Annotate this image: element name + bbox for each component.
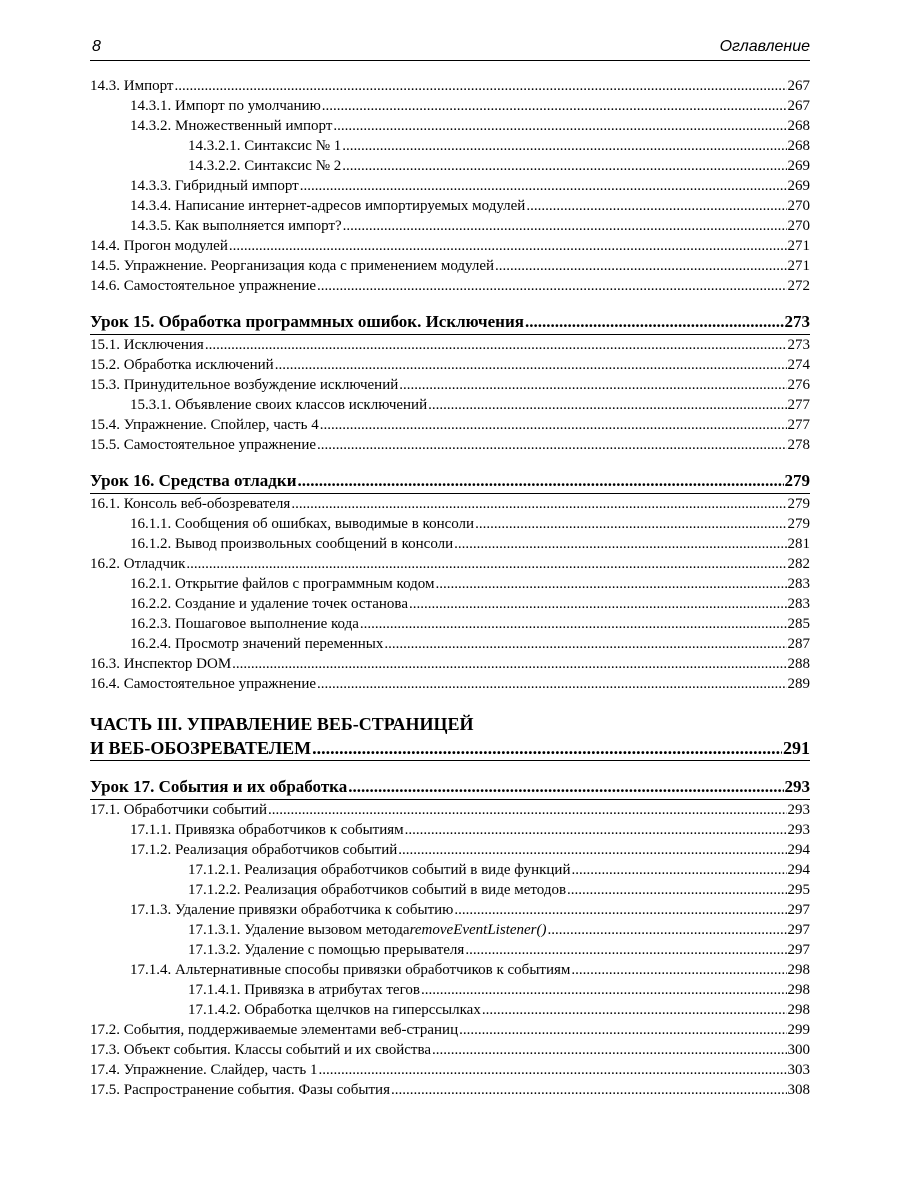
toc-page-number: 273 — [787, 337, 810, 353]
toc-entry-title: 17.1.4. Альтернативные способы привязки обработчиков к событиям — [130, 962, 571, 978]
toc-page-number: 271 — [787, 238, 810, 254]
toc-page-number: 291 — [783, 738, 810, 758]
toc-entry[interactable] — [90, 634, 810, 654]
toc-leader-dots — [398, 840, 786, 860]
toc-entry[interactable] — [90, 574, 810, 594]
toc-page-number: 299 — [787, 1022, 810, 1038]
toc-lesson-title: Урок 15. Обработка программных ошибок. Исключения — [90, 312, 524, 331]
toc-lesson-17[interactable] — [90, 775, 810, 800]
toc-leader-dots — [409, 594, 787, 614]
toc-entry-title: 14.3.4. Написание интернет-адресов импортируемых модулей — [130, 198, 526, 214]
toc-entry[interactable] — [90, 820, 810, 840]
toc-leader-dots — [322, 96, 787, 116]
toc-page-number: 297 — [787, 902, 810, 918]
toc-page-number: 298 — [787, 982, 810, 998]
toc-entry[interactable] — [90, 1060, 810, 1080]
toc-page-number: 279 — [787, 496, 810, 512]
toc-section-14 — [90, 76, 810, 296]
toc-page-number: 268 — [787, 138, 810, 154]
toc-entry[interactable] — [90, 1020, 810, 1040]
toc-entry[interactable] — [90, 355, 810, 375]
toc-entry[interactable] — [90, 156, 810, 176]
toc-entry-title: 14.3.1. Импорт по умолчанию — [130, 98, 321, 114]
toc-leader-dots — [317, 435, 786, 455]
toc-leader-dots — [317, 674, 786, 694]
toc-entry[interactable] — [90, 534, 810, 554]
toc-page-number: 293 — [787, 802, 810, 818]
toc-entry[interactable] — [90, 840, 810, 860]
toc-page-number: 303 — [787, 1062, 810, 1078]
toc-section-15 — [90, 335, 810, 455]
toc-entry[interactable] — [90, 216, 810, 236]
toc-entry[interactable] — [90, 594, 810, 614]
toc-page-number: 298 — [787, 1002, 810, 1018]
toc-leader-dots — [360, 614, 787, 634]
toc-page-number: 283 — [787, 596, 810, 612]
toc-page-number: 294 — [787, 842, 810, 858]
toc-part-3-title: ЧАСТЬ III. УПРАВЛЕНИЕ ВЕБ-СТРАНИЦЕЙ — [90, 714, 474, 734]
toc-leader-dots — [572, 860, 787, 880]
toc-page-number: 293 — [787, 822, 810, 838]
table-of-contents — [90, 76, 810, 1100]
toc-leader-dots — [548, 920, 787, 940]
toc-leader-dots — [525, 310, 784, 334]
toc-page-number: 277 — [787, 397, 810, 413]
toc-entry-title: 17.1.1. Привязка обработчиков к событиям — [130, 822, 404, 838]
toc-entry-title: 16.4. Самостоятельное упражнение — [90, 676, 317, 692]
toc-entry-title: 17.5. Распространение события. Фазы события — [90, 1082, 390, 1098]
toc-page-number: 289 — [787, 676, 810, 692]
toc-page-number: 270 — [787, 218, 810, 234]
toc-entry[interactable] — [90, 614, 810, 634]
toc-leader-dots — [465, 940, 786, 960]
toc-leader-dots — [291, 494, 786, 514]
toc-entry[interactable] — [90, 494, 810, 514]
toc-part-3[interactable] — [90, 736, 810, 761]
toc-entry[interactable] — [90, 1080, 810, 1100]
toc-entry-title: 16.2.4. Просмотр значений переменных — [130, 636, 384, 652]
toc-leader-dots — [405, 820, 787, 840]
page-number: 8 — [92, 38, 101, 55]
toc-entry-title: 14.3.3. Гибридный импорт — [130, 178, 299, 194]
toc-lesson-title: Урок 16. Средства отладки — [90, 471, 297, 490]
toc-entry[interactable] — [90, 554, 810, 574]
toc-leader-dots — [342, 156, 786, 176]
toc-entry[interactable] — [90, 920, 810, 940]
toc-lesson-15[interactable] — [90, 310, 810, 335]
toc-page-number: 271 — [787, 258, 810, 274]
toc-leader-dots — [475, 514, 786, 534]
toc-entry-title: 17.1.4.2. Обработка щелчков на гиперссылках — [188, 1002, 481, 1018]
toc-entry[interactable] — [90, 654, 810, 674]
toc-leader-dots — [275, 355, 787, 375]
toc-leader-dots — [454, 900, 786, 920]
toc-entry-title: 17.1.3. Удаление привязки обработчика к событию — [130, 902, 454, 918]
toc-page-number: 272 — [787, 278, 810, 294]
toc-leader-dots — [205, 335, 787, 355]
toc-entry[interactable] — [90, 395, 810, 415]
toc-entry-title: 16.2.2. Создание и удаление точек останова — [130, 596, 408, 612]
toc-leader-dots — [459, 1020, 786, 1040]
toc-entry[interactable] — [90, 375, 810, 395]
toc-entry[interactable] — [90, 1040, 810, 1060]
toc-leader-dots — [495, 256, 786, 276]
toc-entry[interactable] — [90, 800, 810, 820]
toc-entry-title: 17.1. Обработчики событий — [90, 802, 267, 818]
page-header — [90, 38, 810, 61]
toc-entry-title: 16.1.2. Вывод произвольных сообщений в консоли — [130, 536, 454, 552]
toc-entry[interactable] — [90, 256, 810, 276]
toc-entry-title: 14.3.2. Множественный импорт — [130, 118, 333, 134]
toc-lesson-title: Урок 17. События и их обработка — [90, 777, 348, 796]
toc-page-number: 308 — [787, 1082, 810, 1098]
toc-entry-title: 15.2. Обработка исключений — [90, 357, 274, 373]
toc-entry[interactable] — [90, 276, 810, 296]
toc-entry-title: 15.5. Самостоятельное упражнение — [90, 437, 317, 453]
toc-leader-dots — [298, 469, 784, 493]
toc-part-title-line2: И ВЕБ-ОБОЗРЕВАТЕЛЕМ — [90, 738, 312, 758]
toc-entry-title: 17.1.3.2. Удаление с помощью прерывателя — [188, 942, 465, 958]
toc-entry[interactable] — [90, 415, 810, 435]
toc-entry-title: 15.4. Упражнение. Спойлер, часть 4 — [90, 417, 319, 433]
toc-leader-dots — [320, 415, 787, 435]
toc-entry-title: 16.2.3. Пошаговое выполнение кода — [130, 616, 359, 632]
toc-entry[interactable] — [90, 880, 810, 900]
toc-leader-dots — [435, 574, 786, 594]
toc-entry[interactable] — [90, 76, 810, 96]
toc-leader-dots — [229, 236, 787, 256]
toc-page-number: 269 — [787, 178, 810, 194]
toc-entry-title: 16.3. Инспектор DOM — [90, 656, 232, 672]
toc-entry[interactable] — [90, 960, 810, 980]
toc-entry-title: 14.3.5. Как выполняется импорт? — [130, 218, 342, 234]
toc-leader-dots — [317, 276, 786, 296]
toc-page-number: 276 — [787, 377, 810, 393]
toc-entry[interactable] — [90, 176, 810, 196]
toc-entry-title: 17.3. Объект события. Классы событий и их свойства — [90, 1042, 431, 1058]
toc-leader-dots — [482, 1000, 787, 1020]
toc-leader-dots — [399, 375, 786, 395]
toc-page-number: 278 — [787, 437, 810, 453]
toc-entry[interactable] — [90, 196, 810, 216]
toc-entry[interactable] — [90, 136, 810, 156]
toc-leader-dots — [312, 736, 782, 760]
toc-entry-title: 16.1. Консоль веб-обозревателя — [90, 496, 291, 512]
toc-entry[interactable] — [90, 116, 810, 136]
toc-entry-title: 17.1.3.1. Удаление вызовом метода — [188, 922, 410, 938]
toc-entry-title: 17.4. Упражнение. Слайдер, часть 1 — [90, 1062, 318, 1078]
toc-leader-dots — [318, 1060, 786, 1080]
toc-entry-title: 15.3. Принудительное возбуждение исключений — [90, 377, 399, 393]
toc-leader-dots — [384, 634, 786, 654]
toc-entry[interactable] — [90, 514, 810, 534]
toc-leader-dots — [348, 775, 783, 799]
toc-entry-title: 14.6. Самостоятельное упражнение — [90, 278, 317, 294]
toc-page-number: 274 — [787, 357, 810, 373]
toc-entry-title: 17.1.2.1. Реализация обработчиков событий в виде функций — [188, 862, 571, 878]
toc-leader-dots — [421, 980, 787, 1000]
toc-entry[interactable] — [90, 96, 810, 116]
toc-entry[interactable] — [90, 940, 810, 960]
toc-page-number: 277 — [787, 417, 810, 433]
toc-page-number: 295 — [787, 882, 810, 898]
toc-entry[interactable] — [90, 435, 810, 455]
toc-page-number: 287 — [787, 636, 810, 652]
toc-entry[interactable] — [90, 900, 810, 920]
toc-entry[interactable] — [90, 236, 810, 256]
toc-entry-title: 17.1.4.1. Привязка в атрибутах тегов — [188, 982, 420, 998]
toc-entry-title: 17.1.2. Реализация обработчиков событий — [130, 842, 398, 858]
toc-page-number: 273 — [784, 312, 810, 331]
toc-page-number: 267 — [787, 78, 810, 94]
toc-page-number: 294 — [787, 862, 810, 878]
toc-page-number: 269 — [787, 158, 810, 174]
toc-page-number: 285 — [787, 616, 810, 632]
toc-leader-dots — [343, 216, 787, 236]
toc-entry[interactable] — [90, 860, 810, 880]
toc-page-number: 270 — [787, 198, 810, 214]
toc-entry-title: 15.1. Исключения — [90, 337, 204, 353]
toc-page-number: 283 — [787, 576, 810, 592]
toc-entry-title: 14.3.2.1. Синтаксис № 1 — [188, 138, 342, 154]
toc-leader-dots — [432, 1040, 787, 1060]
toc-leader-dots — [342, 136, 786, 156]
toc-entry-title: 17.1.2.2. Реализация обработчиков событий в виде методов — [188, 882, 567, 898]
toc-entry-title: 14.3.2.2. Синтаксис № 2 — [188, 158, 342, 174]
toc-page-number: 298 — [787, 962, 810, 978]
toc-entry-title: 17.2. События, поддерживаемые элементами веб-страниц — [90, 1022, 459, 1038]
toc-page-number: 268 — [787, 118, 810, 134]
toc-leader-dots — [454, 534, 786, 554]
toc-leader-dots — [300, 176, 787, 196]
toc-page-number: 279 — [784, 471, 810, 490]
toc-entry-title: 14.3. Импорт — [90, 78, 174, 94]
toc-page-number: 288 — [787, 656, 810, 672]
toc-page-number: 293 — [784, 777, 810, 796]
toc-leader-dots — [232, 654, 786, 674]
toc-page-number: 297 — [787, 922, 810, 938]
toc-entry-title: 16.1.1. Сообщения об ошибках, выводимые в консоли — [130, 516, 475, 532]
running-title: Оглавление — [719, 38, 810, 55]
toc-lesson-16[interactable] — [90, 469, 810, 494]
toc-leader-dots — [526, 196, 786, 216]
toc-page-number: 297 — [787, 942, 810, 958]
toc-entry-title: 14.5. Упражнение. Реорганизация кода с применением модулей — [90, 258, 495, 274]
toc-leader-dots — [174, 76, 786, 96]
toc-entry[interactable] — [90, 980, 810, 1000]
toc-leader-dots — [333, 116, 786, 136]
toc-leader-dots — [268, 800, 787, 820]
toc-page-number: 279 — [787, 516, 810, 532]
toc-leader-dots — [428, 395, 786, 415]
toc-leader-dots — [571, 960, 786, 980]
toc-page-number: 300 — [787, 1042, 810, 1058]
toc-entry[interactable] — [90, 1000, 810, 1020]
toc-entry-title: 16.2. Отладчик — [90, 556, 186, 572]
toc-page-number: 267 — [787, 98, 810, 114]
toc-leader-dots — [567, 880, 786, 900]
toc-leader-dots — [186, 554, 786, 574]
toc-entry-method-name: removeEventListener() — [409, 922, 547, 938]
toc-entry-title: 14.4. Прогон модулей — [90, 238, 228, 254]
toc-entry-title: 16.2.1. Открытие файлов с программным кодом — [130, 576, 435, 592]
toc-section-17 — [90, 800, 810, 1100]
toc-section-16 — [90, 494, 810, 694]
toc-entry[interactable] — [90, 335, 810, 355]
toc-page-number: 281 — [787, 536, 810, 552]
toc-leader-dots — [391, 1080, 787, 1100]
toc-page-number: 282 — [787, 556, 810, 572]
toc-entry[interactable] — [90, 674, 810, 694]
toc-entry-title: 15.3.1. Объявление своих классов исключений — [130, 397, 428, 413]
